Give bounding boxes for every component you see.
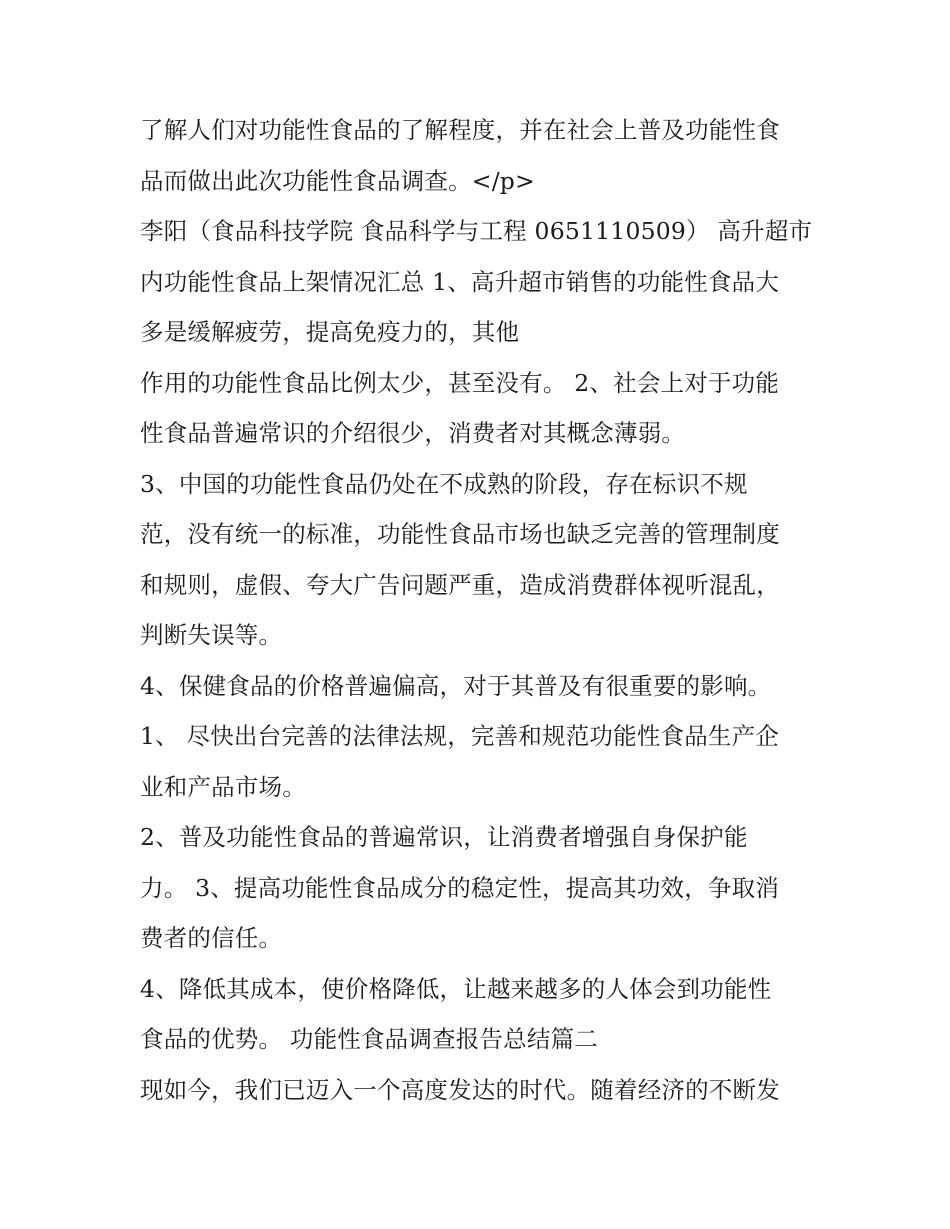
- text-line: 现如今，我们已迈入一个高度发达的时代。随着经济的不断发: [140, 1076, 780, 1104]
- text-line: 判断失误等。: [140, 621, 283, 649]
- text-line: 业和产品市场。: [140, 773, 306, 801]
- text-line: 李阳（食品科技学院 食品科学与工程 0651110509） 高升超市: [140, 217, 813, 245]
- text-line: 2、普及功能性食品的普遍常识，让消费者增强自身保护能: [140, 823, 748, 851]
- text-line: 品而做出此次功能性食品调查。</p>: [140, 167, 535, 195]
- text-line: 食品的优势。 功能性食品调查报告总结篇二: [140, 1025, 598, 1053]
- text-line: 性食品普遍常识的介绍很少，消费者对其概念薄弱。: [140, 419, 686, 447]
- text-line: 费者的信任。: [140, 924, 283, 952]
- text-line: 范，没有统一的标准，功能性食品市场也缺乏完善的管理制度: [140, 520, 780, 548]
- text-line: 力。 3、提高功能性食品成分的稳定性，提高其功效，争取消: [140, 874, 780, 902]
- text-line: 作用的功能性食品比例太少，甚至没有。 2、社会上对于功能: [140, 369, 780, 397]
- text-line: 1、 尽快出台完善的法律法规，完善和规范功能性食品生产企: [140, 722, 780, 750]
- text-line: 多是缓解疲劳，提高免疫力的，其他: [140, 318, 520, 346]
- text-line: 内功能性食品上架情况汇总 1、高升超市销售的功能性食品大: [140, 268, 780, 296]
- text-line: 3、中国的功能性食品仍处在不成熟的阶段，存在标识不规: [140, 470, 748, 498]
- text-line: 了解人们对功能性食品的了解程度，并在社会上普及功能性食: [140, 116, 780, 144]
- text-line: 和规则，虚假、夸大广告问题严重，造成消费群体视听混乱，: [140, 571, 780, 599]
- text-line: 4、保健食品的价格普遍偏高，对于其普及有很重要的影响。: [140, 672, 772, 700]
- text-line: 4、降低其成本，使价格降低，让越来越多的人体会到功能性: [140, 975, 772, 1003]
